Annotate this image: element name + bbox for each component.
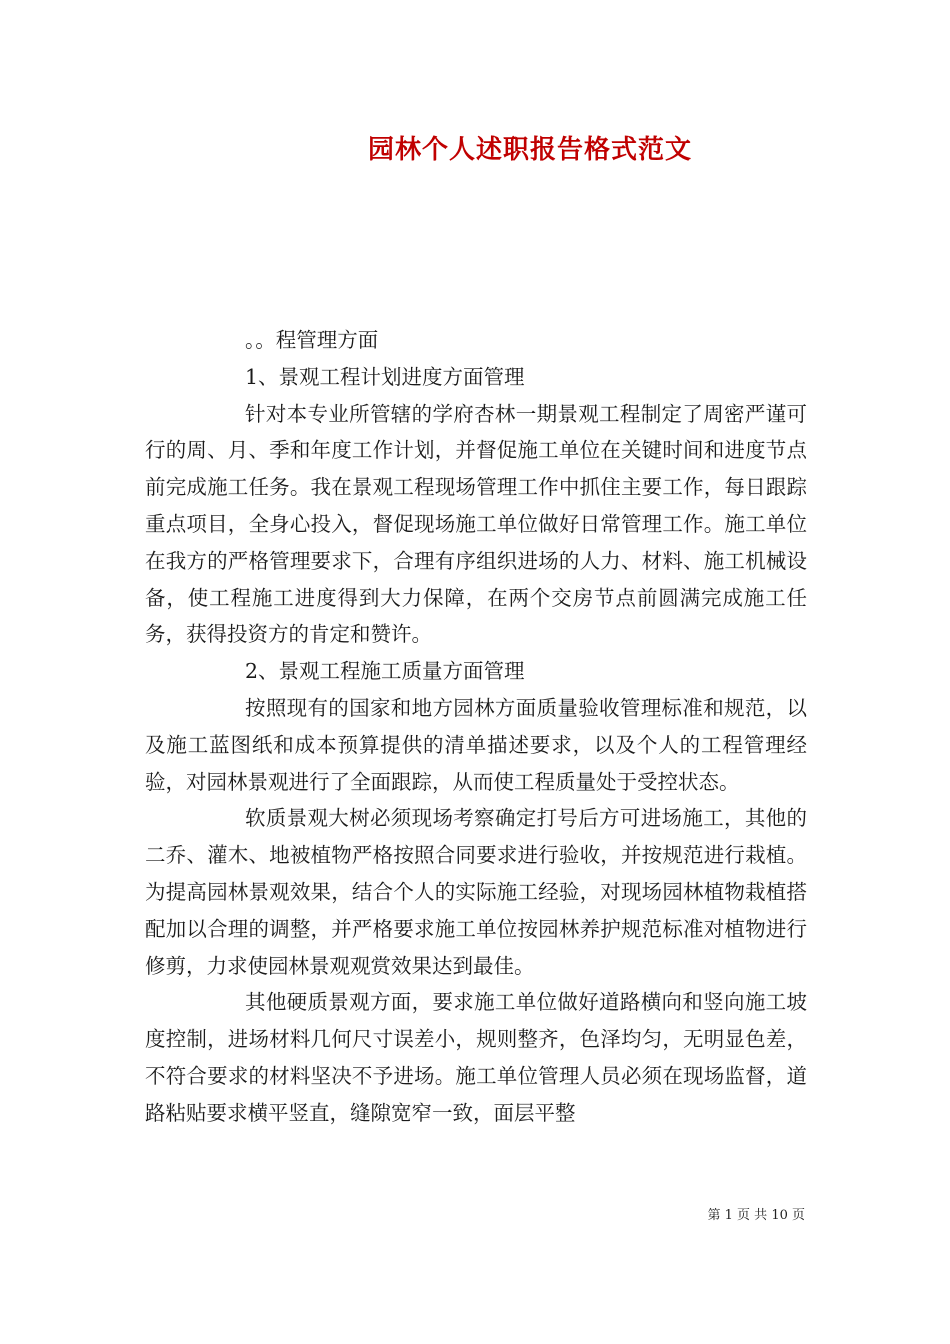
- document-title: 园林个人述职报告格式范文: [367, 135, 692, 165]
- body-paragraph: 其他硬质景观方面，要求施工单位做好道路横向和竖向施工坡度控制，进场材料几何尺寸误差小，规则整齐，色泽均匀，无明显色差，不符合要求的材料坚决不予进场。施工单位管理人员必须在现场监督，道路粘贴要求横平竖直，缝隙宽窄一致，面层平整: [145, 990, 807, 1125]
- subsection-heading-quality: 2、景观工程施工质量方面管理: [245, 659, 525, 684]
- document-body: [145, 322, 807, 1132]
- section-heading: 。。程管理方面: [245, 328, 379, 352]
- page-number-footer: 第 1 页 共 10 页: [707, 1208, 805, 1223]
- body-paragraph: 按照现有的国家和地方园林方面质量验收管理标准和规范，以及施工蓝图纸和成本预算提供的清单描述要求，以及个人的工程管理经验，对园林景观进行了全面跟踪，从而使工程质量处于受控状态。: [145, 695, 807, 794]
- body-paragraph: 针对本专业所管辖的学府杏林一期景观工程制定了周密严谨可行的周、月、季和年度工作计划，并督促施工单位在关键时间和进度节点前完成施工任务。我在景观工程现场管理工作中抓住主要工作，每日跟踪重点项目，全身心投入，督促现场施工单位做好日常管理工作。施工单位在我方的严格管理要求下，合理有序组织进场的人力、材料、施工机械设备，使工程施工进度得到大力保障，在两个交房节点前圆满完成施工任务，获得投资方的肯定和赞许。: [145, 401, 807, 647]
- body-paragraph: 软质景观大树必须现场考察确定打号后方可进场施工，其他的二乔、灌木、地被植物严格按照合同要求进行验收，并按规范进行栽植。为提高园林景观效果，结合个人的实际施工经验，对现场园林植物栽植搭配加以合理的调整，并严格要求施工单位按园林养护规范标准对植物进行修剪，力求使园林景观观赏效果达到最佳。: [145, 806, 807, 978]
- subsection-heading-schedule: 1、景观工程计划进度方面管理: [245, 364, 525, 389]
